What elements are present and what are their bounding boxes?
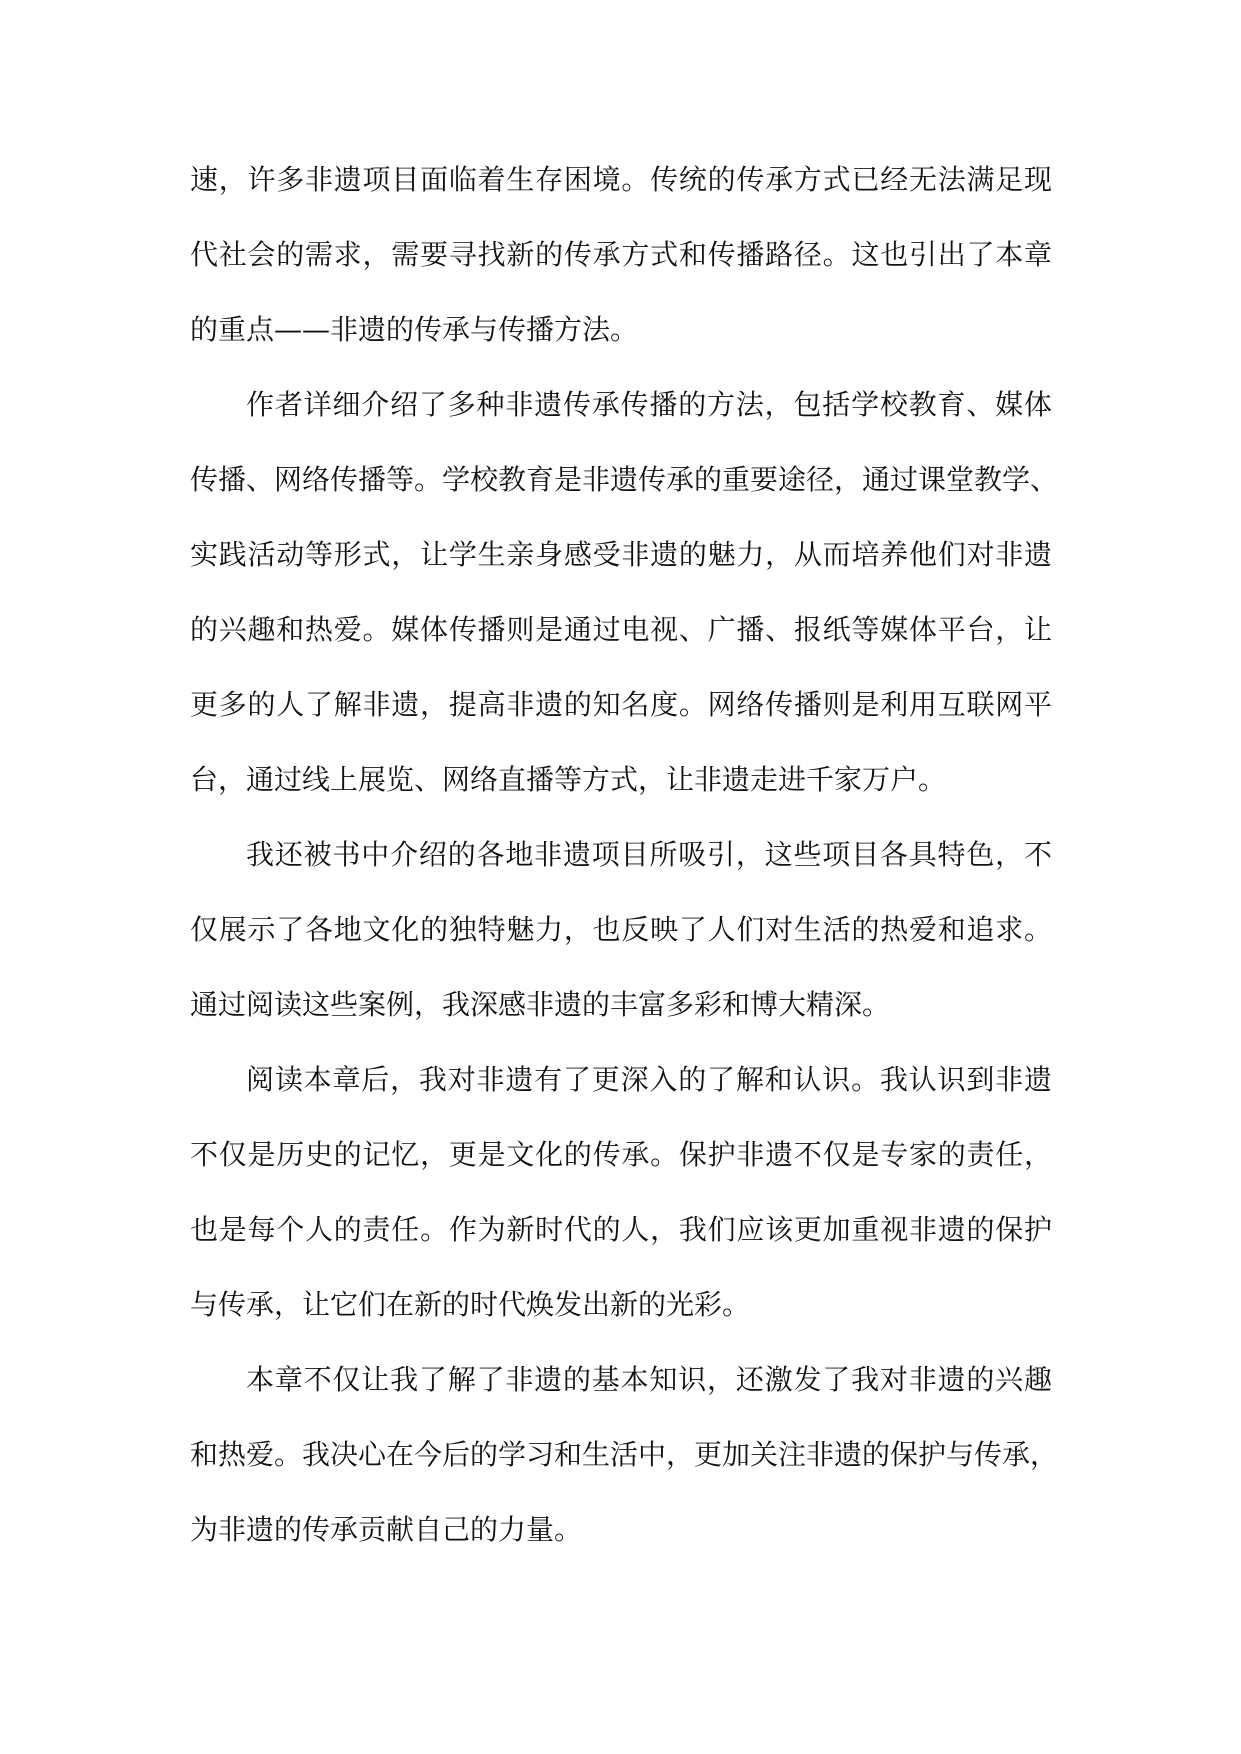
text-line: 仅展示了各地文化的独特魅力，也反映了人们对生活的热爱和追求。 <box>190 913 1052 946</box>
text-line: 本章不仅让我了解了非遗的基本知识，还激发了我对非遗的兴趣 <box>246 1363 1052 1396</box>
paragraph-5 <box>190 1342 1059 1567</box>
text-line: 和热爱。我决心在今后的学习和生活中，更加关注非遗的保护与传承， <box>190 1438 1059 1471</box>
paragraph-4 <box>190 1042 1052 1342</box>
text-line: 更多的人了解非遗，提高非遗的知名度。网络传播则是利用互联网平 <box>190 688 1052 721</box>
document-body <box>190 142 1059 1567</box>
text-line: 的兴趣和热爱。媒体传播则是通过电视、广播、报纸等媒体平台，让 <box>190 613 1052 646</box>
text-line: 与传承，让它们在新的时代焕发出新的光彩。 <box>190 1288 751 1321</box>
text-line: 的重点——非遗的传承与传播方法。 <box>190 313 639 346</box>
text-line: 不仅是历史的记忆，更是文化的传承。保护非遗不仅是专家的责任， <box>190 1138 1052 1171</box>
text-line: 传播、网络传播等。学校教育是非遗传承的重要途径，通过课堂教学、 <box>190 463 1059 496</box>
text-line: 通过阅读这些案例，我深感非遗的丰富多彩和博大精深。 <box>190 988 891 1021</box>
text-line: 实践活动等形式，让学生亲身感受非遗的魅力，从而培养他们对非遗 <box>190 538 1052 571</box>
text-line: 也是每个人的责任。作为新时代的人，我们应该更加重视非遗的保护 <box>190 1213 1052 1246</box>
text-line: 速，许多非遗项目面临着生存困境。传统的传承方式已经无法满足现 <box>190 163 1052 196</box>
text-line: 代社会的需求，需要寻找新的传承方式和传播路径。这也引出了本章 <box>190 238 1052 271</box>
text-line: 阅读本章后，我对非遗有了更深入的了解和认识。我认识到非遗 <box>246 1063 1052 1096</box>
paragraph-2 <box>190 367 1059 817</box>
text-line: 我还被书中介绍的各地非遗项目所吸引，这些项目各具特色，不 <box>246 838 1052 871</box>
text-line: 为非遗的传承贡献自己的力量。 <box>190 1513 583 1546</box>
text-line: 作者详细介绍了多种非遗传承传播的方法，包括学校教育、媒体 <box>246 388 1052 421</box>
paragraph-3 <box>190 817 1052 1042</box>
paragraph-1 <box>190 142 1052 367</box>
text-line: 台，通过线上展览、网络直播等方式，让非遗走进千家万户。 <box>190 763 947 796</box>
